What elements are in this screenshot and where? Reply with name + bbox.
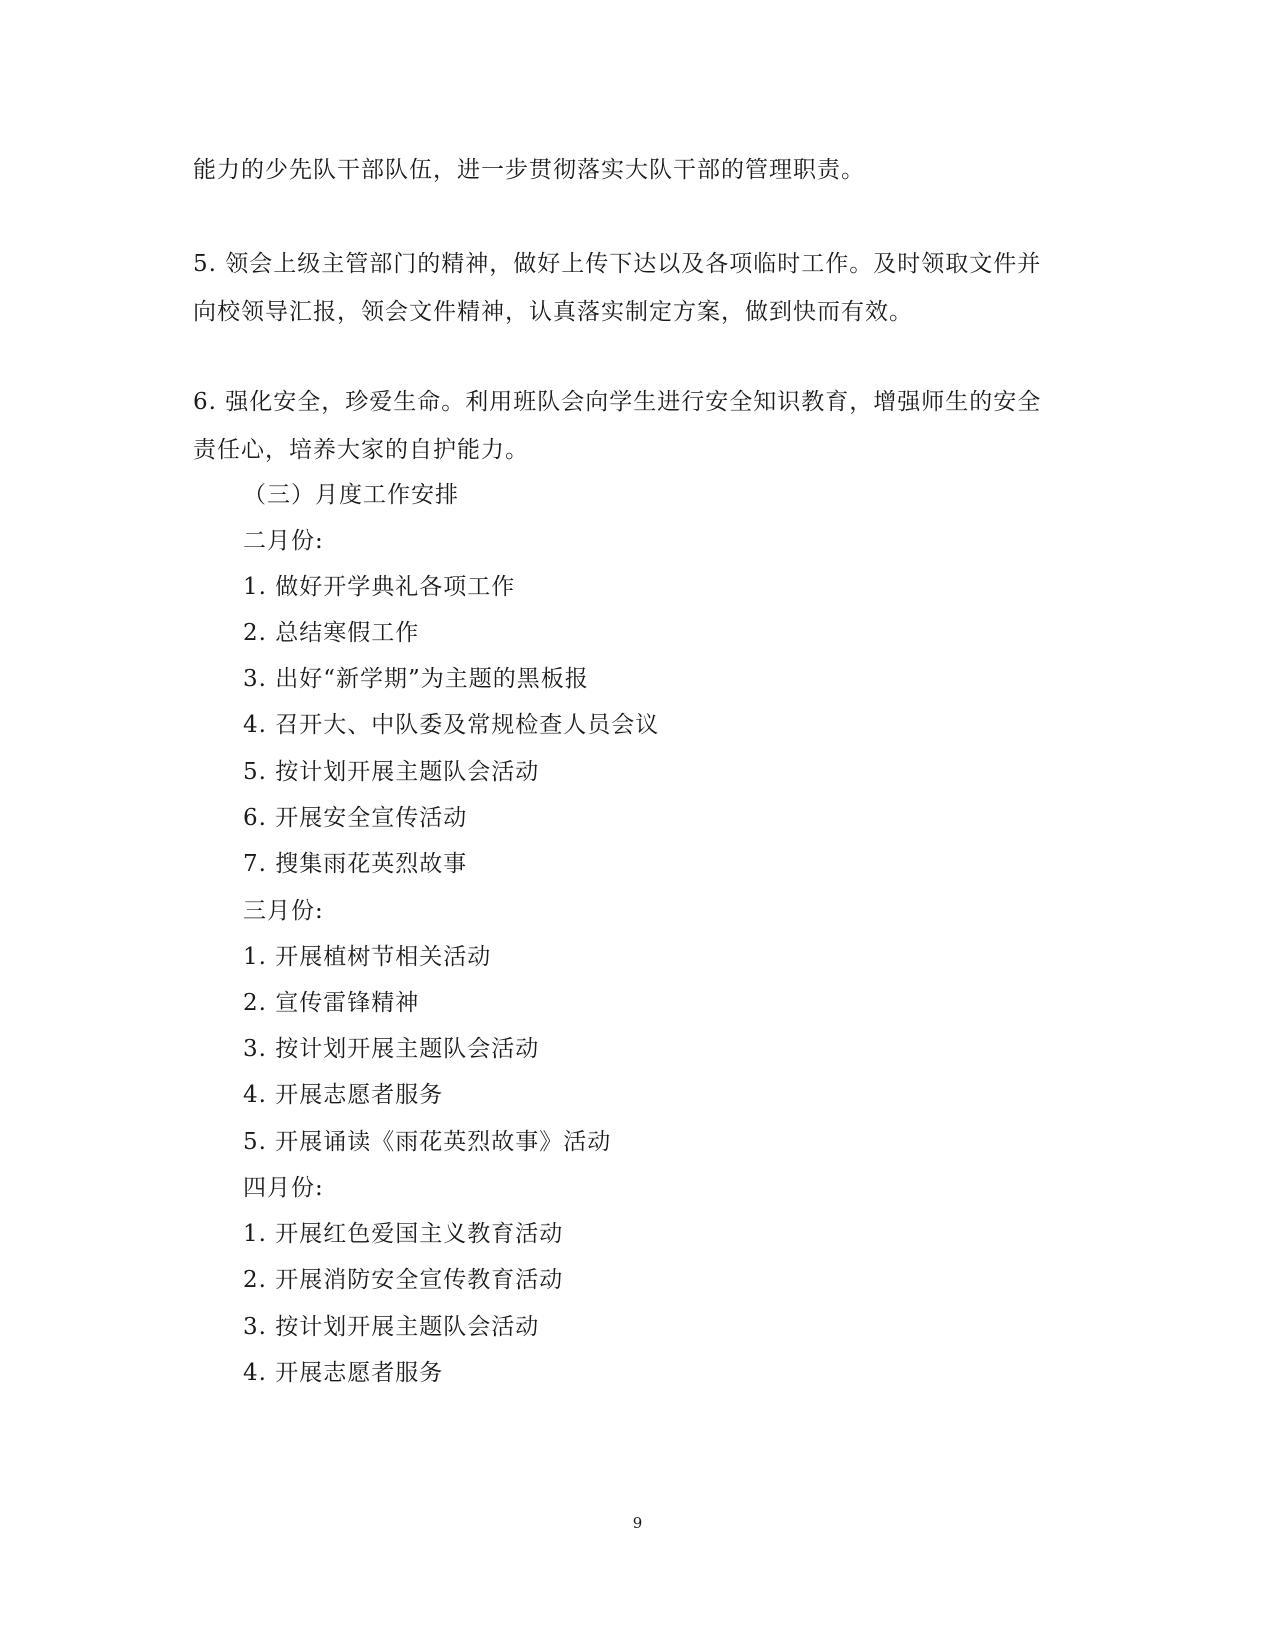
month-label-february: 二月份: [243, 528, 324, 554]
list-item: 3. 按计划开展主题队会活动 [243, 1036, 540, 1062]
list-item: 4. 开展志愿者服务 [243, 1082, 444, 1108]
list-item: 1. 做好开学典礼各项工作 [243, 574, 516, 600]
page-number: 9 [632, 1514, 643, 1532]
paragraph-1 [193, 146, 1083, 194]
month-label-march: 三月份: [243, 898, 324, 924]
paragraph-line: 6. 强化安全，珍爱生命。利用班队会向学生进行安全知识教育，增强师生的安全 [193, 389, 1042, 415]
list-item: 2. 宣传雷锋精神 [243, 990, 420, 1016]
month-label-april: 四月份: [243, 1175, 324, 1201]
list-item: 1. 开展红色爱国主义教育活动 [243, 1221, 564, 1247]
paragraph-3 [193, 378, 1083, 474]
list-item: 7. 搜集雨花英烈故事 [243, 851, 468, 877]
paragraph-line: 能力的少先队干部队伍，进一步贯彻落实大队干部的管理职责。 [193, 157, 865, 183]
list-item: 1. 开展植树节相关活动 [243, 944, 492, 970]
list-item: 3. 按计划开展主题队会活动 [243, 1314, 540, 1340]
list-item: 3. 出好“新学期”为主题的黑板报 [243, 666, 589, 692]
paragraph-line: 向校领导汇报，领会文件精神，认真落实制定方案，做到快而有效。 [193, 299, 913, 325]
list-item: 2. 总结寒假工作 [243, 620, 420, 646]
list-item: 4. 开展志愿者服务 [243, 1360, 444, 1386]
section-title: （三）月度工作安排 [243, 482, 459, 508]
paragraph-line: 5. 领会上级主管部门的精神，做好上传下达以及各项临时工作。及时领取文件并 [193, 251, 1042, 277]
paragraph-line: 责任心，培养大家的自护能力。 [193, 437, 529, 463]
list-item: 2. 开展消防安全宣传教育活动 [243, 1267, 564, 1293]
paragraph-2 [193, 240, 1083, 336]
list-item: 6. 开展安全宣传活动 [243, 805, 468, 831]
list-item: 5. 按计划开展主题队会活动 [243, 759, 540, 785]
list-item: 5. 开展诵读《雨花英烈故事》活动 [243, 1129, 612, 1155]
list-item: 4. 召开大、中队委及常规检查人员会议 [243, 712, 660, 738]
